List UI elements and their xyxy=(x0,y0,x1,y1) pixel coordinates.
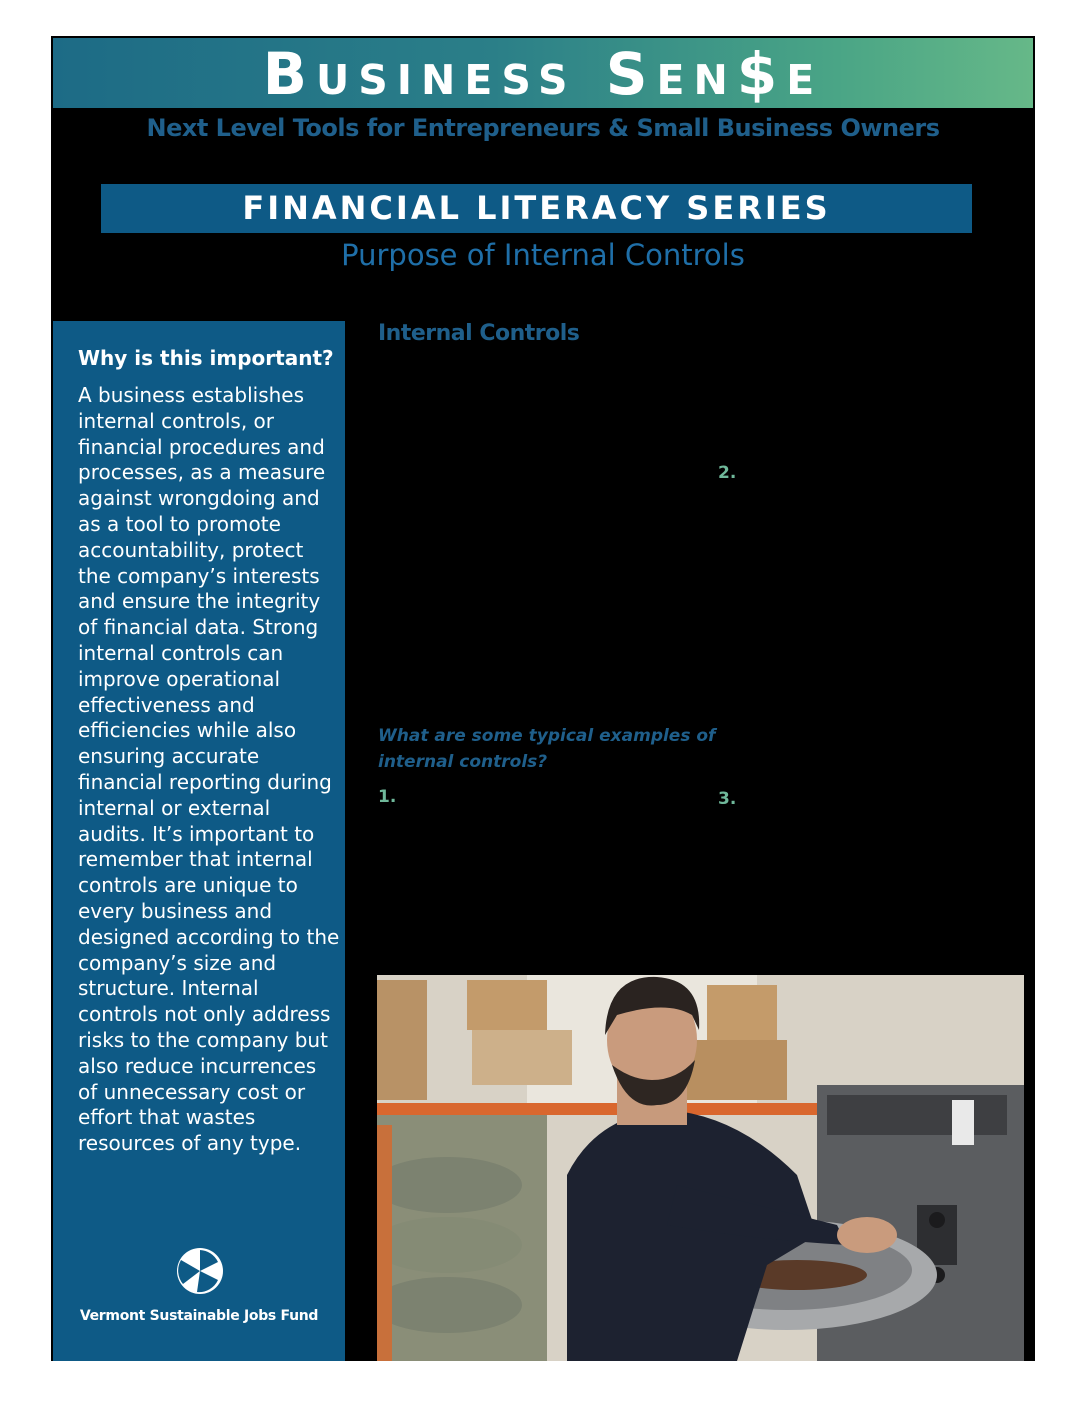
sidebar xyxy=(53,321,345,1361)
examples-question: What are some typical examples of internal controls? xyxy=(378,726,716,772)
series-label: FINANCIAL LITERACY SERIES xyxy=(242,189,831,227)
masthead-title: Business Sen$e xyxy=(262,40,824,108)
coffee-roaster-photo xyxy=(377,975,1024,1361)
list-number: 1. xyxy=(378,787,397,807)
list-number: 3. xyxy=(718,789,737,809)
series-bar xyxy=(101,184,972,233)
page-subtitle: Purpose of Internal Controls xyxy=(341,238,745,272)
sidebar-body-text: A business establishes internal controls, or financial procedures and processes, as a measure against wrongdoing and as a tool to promote accountability, protect the company’s interests and ensure the integrity of financial data. Strong internal controls can improve operational effectiveness and efficiencies while also ensuring accurate financial reporting during internal or external audits. It’s important to remember that internal controls are unique to every business and designed according to the company’s size and structure. Internal controls not only address risks to the company but also reduce incurrences of unnecessary cost or effort that wastes resources of any type. xyxy=(78,383,340,1156)
section-title: Internal Controls xyxy=(378,321,580,346)
masthead-banner xyxy=(53,38,1033,108)
org-name: Vermont Sustainable Jobs Fund xyxy=(79,1308,319,1324)
tagline: Next Level Tools for Entrepreneurs & Small Business Owners xyxy=(146,114,940,142)
vsjf-logo-icon xyxy=(175,1246,225,1296)
photo-illustration xyxy=(377,975,1024,1361)
sidebar-heading: Why is this important? xyxy=(78,346,334,370)
list-number: 2. xyxy=(718,463,737,483)
